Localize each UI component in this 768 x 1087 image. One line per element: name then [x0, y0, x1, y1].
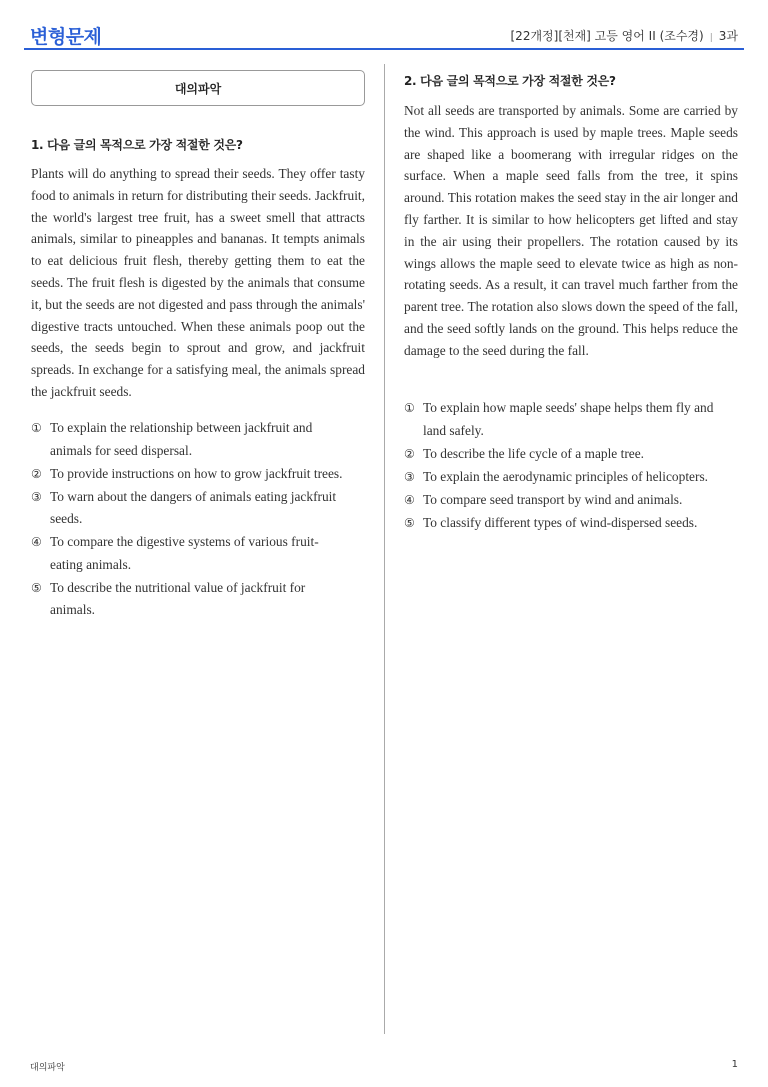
question-1-title: 1. 다음 글의 목적으로 가장 적절한 것은? — [31, 138, 243, 152]
header-title: 변형문제 — [30, 26, 102, 48]
option-number: ④ — [31, 535, 42, 550]
option-text: To provide instructions on how to grow jackfruit trees. — [50, 465, 343, 481]
option-text: To classify different types of wind-dispersed seeds. — [423, 514, 698, 530]
option-text: To explain how maple seeds' shape helps them fly and land safely. — [423, 400, 714, 438]
header-separator: | — [709, 33, 713, 43]
header-rule — [24, 48, 744, 50]
question-1-option-4[interactable] — [31, 531, 347, 576]
header-course: [22개정][천재] 고등 영어 II (조수경) — [510, 29, 704, 43]
question-2-passage: Not all seeds are transported by animals. Some are carried by the wind. This approach is used by maple trees. Maple seeds are shaped like a boomerang with irregular ridges on the surface. When a maple seed falls from the tree, it spins around. This rotation makes the seed stay in the air longer and fly farther. It is similar to how helicopters get lifted and stay in the air using their propellers. The rotation caused by its wings allows the maple seed to elevate twice as high as non-rotating seeds. As a result, it can travel much farther from the parent tree. The rotation also slows down the speed of the fall, and the seed softly lands on the ground. This helps reduce the damage to the seed during the fall. — [404, 103, 738, 358]
option-number: ① — [404, 401, 415, 415]
question-2-option-4[interactable] — [404, 489, 738, 512]
option-text: To describe the nutritional value of jackfruit for animals. — [50, 579, 306, 618]
question-1-passage: Plants will do anything to spread their seeds. They offer tasty food to animals in return for distributing their seeds. Jackfruit, the world's largest tree fruit, has a sweet smell that attracts animals, similar to pineapples and bananas. It tempts animals to eat delicious fruit flesh, thereby getting them to eat the seeds. The fruit flesh is digested by the animals that consume it, but the seeds are not digested and pass through the animals' digestive tracts untouched. When these animals poop out the seeds, the seeds begin to sprout and grow, and jackfruit spreads. In exchange for a satisfying meal, the animals spread the jackfruit seeds. — [31, 166, 365, 399]
option-number: ⑤ — [31, 580, 42, 595]
question-2-option-3[interactable] — [404, 466, 738, 489]
option-number: ② — [404, 446, 415, 461]
question-2-option-1[interactable] — [404, 397, 738, 442]
question-1-option-3[interactable] — [31, 486, 347, 531]
option-number: ⑤ — [404, 515, 415, 530]
question-1-option-5[interactable] — [31, 577, 347, 622]
header-lesson: 3과 — [718, 29, 738, 43]
question-1-option-1[interactable] — [31, 417, 347, 462]
section-label-box: 대의파악 — [31, 70, 365, 106]
option-number: ③ — [31, 489, 42, 504]
option-text: To explain the relationship between jackfruit and animals for seed dispersal. — [50, 420, 313, 458]
page-number: 1 — [731, 1059, 738, 1070]
option-text: To warn about the dangers of animals eating jackfruit seeds. — [50, 488, 337, 527]
question-2-title: 2. 다음 글의 목적으로 가장 적절한 것은? — [404, 74, 616, 88]
option-number: ① — [31, 421, 42, 435]
option-number: ② — [31, 466, 42, 481]
question-1-options — [31, 417, 347, 622]
question-2-options — [404, 397, 738, 535]
question-2-option-2[interactable] — [404, 443, 738, 466]
option-text: To compare seed transport by wind and animals. — [423, 491, 683, 507]
header-info — [511, 27, 739, 44]
option-text: To explain the aerodynamic principles of helicopters. — [423, 468, 709, 484]
option-number: ③ — [404, 469, 415, 484]
option-text: To describe the life cycle of a maple tree. — [423, 445, 645, 461]
column-divider — [384, 64, 385, 1034]
option-text: To compare the digestive systems of various fruit-eating animals. — [50, 534, 319, 572]
question-2-option-5[interactable] — [404, 512, 738, 535]
footer-section-label: 대의파악 — [30, 1063, 65, 1073]
question-1-option-2[interactable] — [31, 463, 347, 486]
option-number: ④ — [404, 492, 415, 507]
